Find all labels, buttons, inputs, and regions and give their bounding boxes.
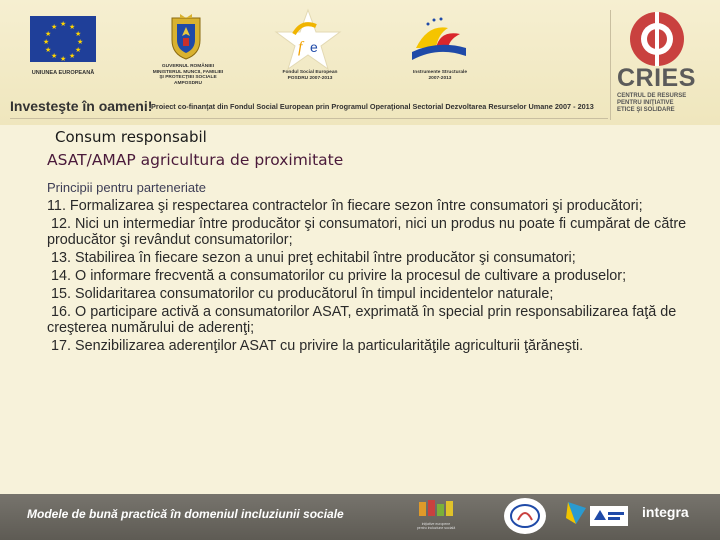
fse-caption: Fondul Social European POSDRU 2007-2013 (282, 70, 338, 81)
project-cofinancing-line: Proiect co-finanţat din Fondul Social European prin Programul Operaţional Sectorial Dezvoltarea Resurselor Umane 2007 - 2013 (151, 102, 594, 111)
eu-caption: UNIUNEA EUROPEANĂ (31, 70, 95, 76)
iris-caption: iniţiative europene pentru incluziune socială (416, 522, 456, 530)
header-divider-vertical (610, 10, 611, 120)
slide-title: Consum responsabil (55, 128, 207, 146)
integra-logo: integra (642, 504, 689, 520)
institute-seal-logo (504, 498, 546, 534)
principles-list (47, 198, 691, 356)
svg-text:f: f (298, 39, 303, 56)
cries-mark-icon (628, 10, 686, 68)
principle-item: 15. Solidaritarea consumatorilor cu producătorul în timpul incidentelor naturale; (47, 285, 554, 302)
section-heading: Principii pentru parteneriate (47, 180, 206, 195)
slide-subtitle: ASAT/AMAP agricultura de proximitate (47, 151, 344, 169)
header-divider (10, 118, 608, 119)
principle-item: 13. Stabilirea în fiecare sezon a unui preţ echitabil între producător şi consumatori; (47, 250, 576, 267)
header-banner (0, 0, 720, 125)
structural-instruments-logo (408, 14, 472, 70)
structural-instruments-caption: Instrumente Structurale 2007-2013 (412, 70, 468, 81)
romania-crest-logo (168, 12, 204, 60)
apel-logo (590, 506, 628, 526)
footer-bar (0, 494, 720, 540)
slogan: Investeşte în oameni! (10, 98, 153, 114)
footer-tagline: Modele de bună practică în domeniul incluziunii sociale (27, 507, 344, 521)
eu-flag-logo: ★ ★ ★ ★ ★ ★ ★ ★ ★ ★ ★ ★ (30, 16, 96, 62)
fse-star-logo (272, 8, 344, 72)
principle-item: 17. Senzibilizarea aderenţilor ASAT cu privire la particularităţile agriculturii ţărăneşti. (47, 337, 584, 354)
principle-item: 16. O participare activă a consumatorilor ASAT, exprimată în special prin responsabilizarea faţă de creşterea numărului de aderenţi; (47, 303, 681, 337)
principle-item: 11. Formalizarea şi respectarea contractelor în fiecare sezon între consumatori şi producători; (47, 198, 643, 214)
svg-text:e: e (310, 39, 318, 55)
service-logo-icon (562, 498, 592, 528)
principle-item: 12. Nici un intermediar între producător şi consumatori, nici un produs nu poate fi cumpărat de către producător şi revândut consumatorilor; (47, 215, 691, 249)
government-caption: GUVERNUL ROMÂNIEI MINISTERUL MUNCII, FAMILIEI ŞI PROTECŢIEI SOCIALE AMPOSDRU (152, 64, 224, 86)
cries-subtitle: CENTRUL DE RESURSE PENTRU INIŢIATIVE ETICE ŞI SOLIDARE (617, 93, 687, 113)
iris-logo (418, 498, 456, 518)
principle-item: 14. O informare frecventă a consumatorilor cu privire la procesul de cultivare a produselor; (47, 267, 627, 284)
cries-logo-text: CRIES (617, 64, 696, 92)
